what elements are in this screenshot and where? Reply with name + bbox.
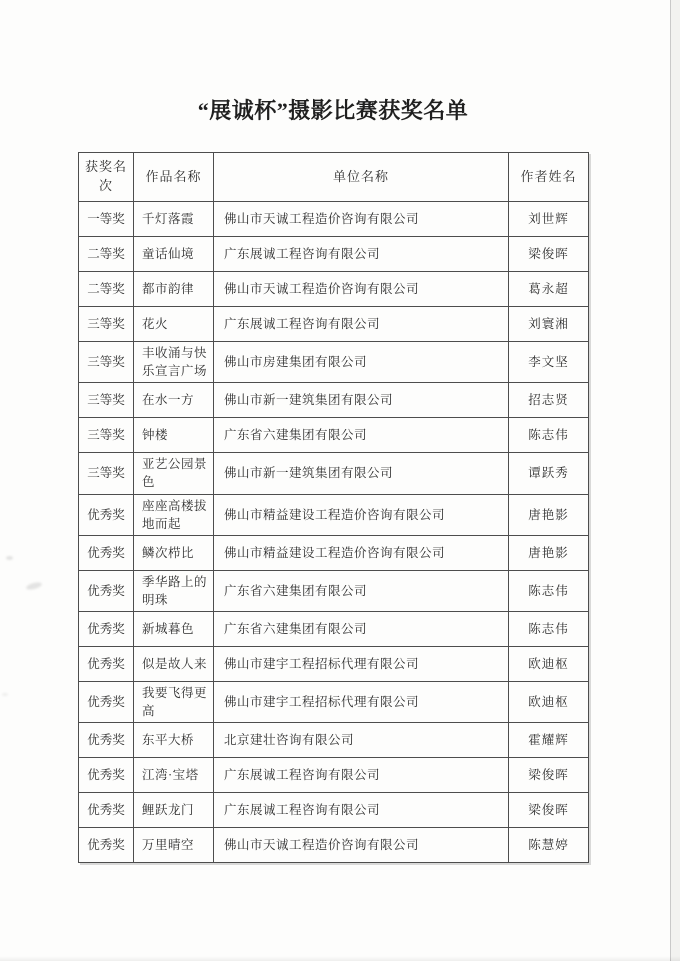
table-row (79, 383, 589, 418)
work-title-cell: 鲤跃龙门 (134, 793, 214, 828)
organization-cell: 佛山市精益建设工程造价咨询有限公司 (214, 535, 509, 570)
rank-cell: 优秀奖 (79, 828, 134, 863)
table-row (79, 723, 589, 758)
work-title-cell: 似是故人来 (134, 647, 214, 682)
table-row (79, 494, 589, 535)
author-cell: 陈慧婷 (509, 828, 589, 863)
rank-cell: 三等奖 (79, 383, 134, 418)
table-row (79, 758, 589, 793)
table-row (79, 612, 589, 647)
work-title-cell: 丰收涌与快乐宣言广场 (134, 342, 214, 383)
table-row (79, 793, 589, 828)
organization-cell: 广东展诚工程咨询有限公司 (214, 237, 509, 272)
work-title-cell: 我要飞得更高 (134, 682, 214, 723)
scan-noise-speck (6, 556, 13, 560)
rank-cell: 三等奖 (79, 307, 134, 342)
rank-cell: 三等奖 (79, 453, 134, 494)
table-row (79, 682, 589, 723)
table-row (79, 570, 589, 611)
rank-cell: 优秀奖 (79, 793, 134, 828)
organization-cell: 佛山市天诚工程造价咨询有限公司 (214, 272, 509, 307)
organization-cell: 佛山市天诚工程造价咨询有限公司 (214, 202, 509, 237)
awards-table-body (79, 202, 589, 863)
work-title-cell: 钟楼 (134, 418, 214, 453)
page-title: “展诚杯”摄影比赛获奖名单 (197, 98, 469, 123)
author-cell: 梁俊晖 (509, 237, 589, 272)
work-title-cell: 在水一方 (134, 383, 214, 418)
work-title-cell: 花火 (134, 307, 214, 342)
rank-cell: 三等奖 (79, 418, 134, 453)
author-cell: 刘世辉 (509, 202, 589, 237)
work-title-cell: 童话仙境 (134, 237, 214, 272)
organization-cell: 广东展诚工程咨询有限公司 (214, 758, 509, 793)
scan-noise-speck (25, 581, 42, 591)
rank-cell: 优秀奖 (79, 723, 134, 758)
author-cell: 陈志伟 (509, 570, 589, 611)
table-row (79, 237, 589, 272)
author-cell: 刘寰湘 (509, 307, 589, 342)
organization-cell: 北京建壮咨询有限公司 (214, 723, 509, 758)
table-row (79, 307, 589, 342)
rank-cell: 三等奖 (79, 342, 134, 383)
rank-cell: 二等奖 (79, 237, 134, 272)
rank-cell: 一等奖 (79, 202, 134, 237)
table-row (79, 418, 589, 453)
organization-cell: 佛山市建宇工程招标代理有限公司 (214, 682, 509, 723)
work-title-cell: 亚艺公园景色 (134, 453, 214, 494)
table-row (79, 202, 589, 237)
col-header-author: 作者姓名 (509, 153, 589, 202)
awards-table-header (79, 153, 589, 202)
work-title-cell: 东平大桥 (134, 723, 214, 758)
author-cell: 欧迪枢 (509, 682, 589, 723)
author-cell: 欧迪枢 (509, 647, 589, 682)
organization-cell: 佛山市新一建筑集团有限公司 (214, 453, 509, 494)
author-cell: 陈志伟 (509, 418, 589, 453)
awards-table (78, 152, 589, 863)
col-header-rank: 获奖名次 (79, 153, 134, 202)
col-header-org: 单位名称 (214, 153, 509, 202)
table-row (79, 342, 589, 383)
author-cell: 招志贤 (509, 383, 589, 418)
author-cell: 梁俊晖 (509, 793, 589, 828)
author-cell: 霍耀辉 (509, 723, 589, 758)
work-title-cell: 万里晴空 (134, 828, 214, 863)
rank-cell: 优秀奖 (79, 535, 134, 570)
table-row (79, 535, 589, 570)
organization-cell: 广东省六建集团有限公司 (214, 612, 509, 647)
organization-cell: 广东省六建集团有限公司 (214, 570, 509, 611)
organization-cell: 佛山市天诚工程造价咨询有限公司 (214, 828, 509, 863)
organization-cell: 佛山市新一建筑集团有限公司 (214, 383, 509, 418)
author-cell: 李文坚 (509, 342, 589, 383)
rank-cell: 优秀奖 (79, 682, 134, 723)
header-row (79, 153, 589, 202)
work-title-cell: 鳞次栉比 (134, 535, 214, 570)
rank-cell: 优秀奖 (79, 494, 134, 535)
rank-cell: 优秀奖 (79, 612, 134, 647)
author-cell: 梁俊晖 (509, 758, 589, 793)
author-cell: 唐艳影 (509, 535, 589, 570)
scan-page-right-edge (670, 0, 680, 961)
rank-cell: 优秀奖 (79, 647, 134, 682)
organization-cell: 广东省六建集团有限公司 (214, 418, 509, 453)
work-title-cell: 江湾·宝塔 (134, 758, 214, 793)
author-cell: 唐艳影 (509, 494, 589, 535)
table-row (79, 272, 589, 307)
organization-cell: 佛山市房建集团有限公司 (214, 342, 509, 383)
work-title-cell: 新城暮色 (134, 612, 214, 647)
author-cell: 谭跃秀 (509, 453, 589, 494)
organization-cell: 广东展诚工程咨询有限公司 (214, 307, 509, 342)
scan-noise-speck (2, 693, 8, 696)
organization-cell: 佛山市精益建设工程造价咨询有限公司 (214, 494, 509, 535)
table-row (79, 453, 589, 494)
work-title-cell: 季华路上的明珠 (134, 570, 214, 611)
organization-cell: 佛山市建宇工程招标代理有限公司 (214, 647, 509, 682)
rank-cell: 优秀奖 (79, 570, 134, 611)
work-title-cell: 座座高楼拔地而起 (134, 494, 214, 535)
organization-cell: 广东展诚工程咨询有限公司 (214, 793, 509, 828)
author-cell: 陈志伟 (509, 612, 589, 647)
table-row (79, 828, 589, 863)
table-row (79, 647, 589, 682)
work-title-cell: 千灯落霞 (134, 202, 214, 237)
rank-cell: 优秀奖 (79, 758, 134, 793)
work-title-cell: 都市韵律 (134, 272, 214, 307)
rank-cell: 二等奖 (79, 272, 134, 307)
author-cell: 葛永超 (509, 272, 589, 307)
col-header-work: 作品名称 (134, 153, 214, 202)
